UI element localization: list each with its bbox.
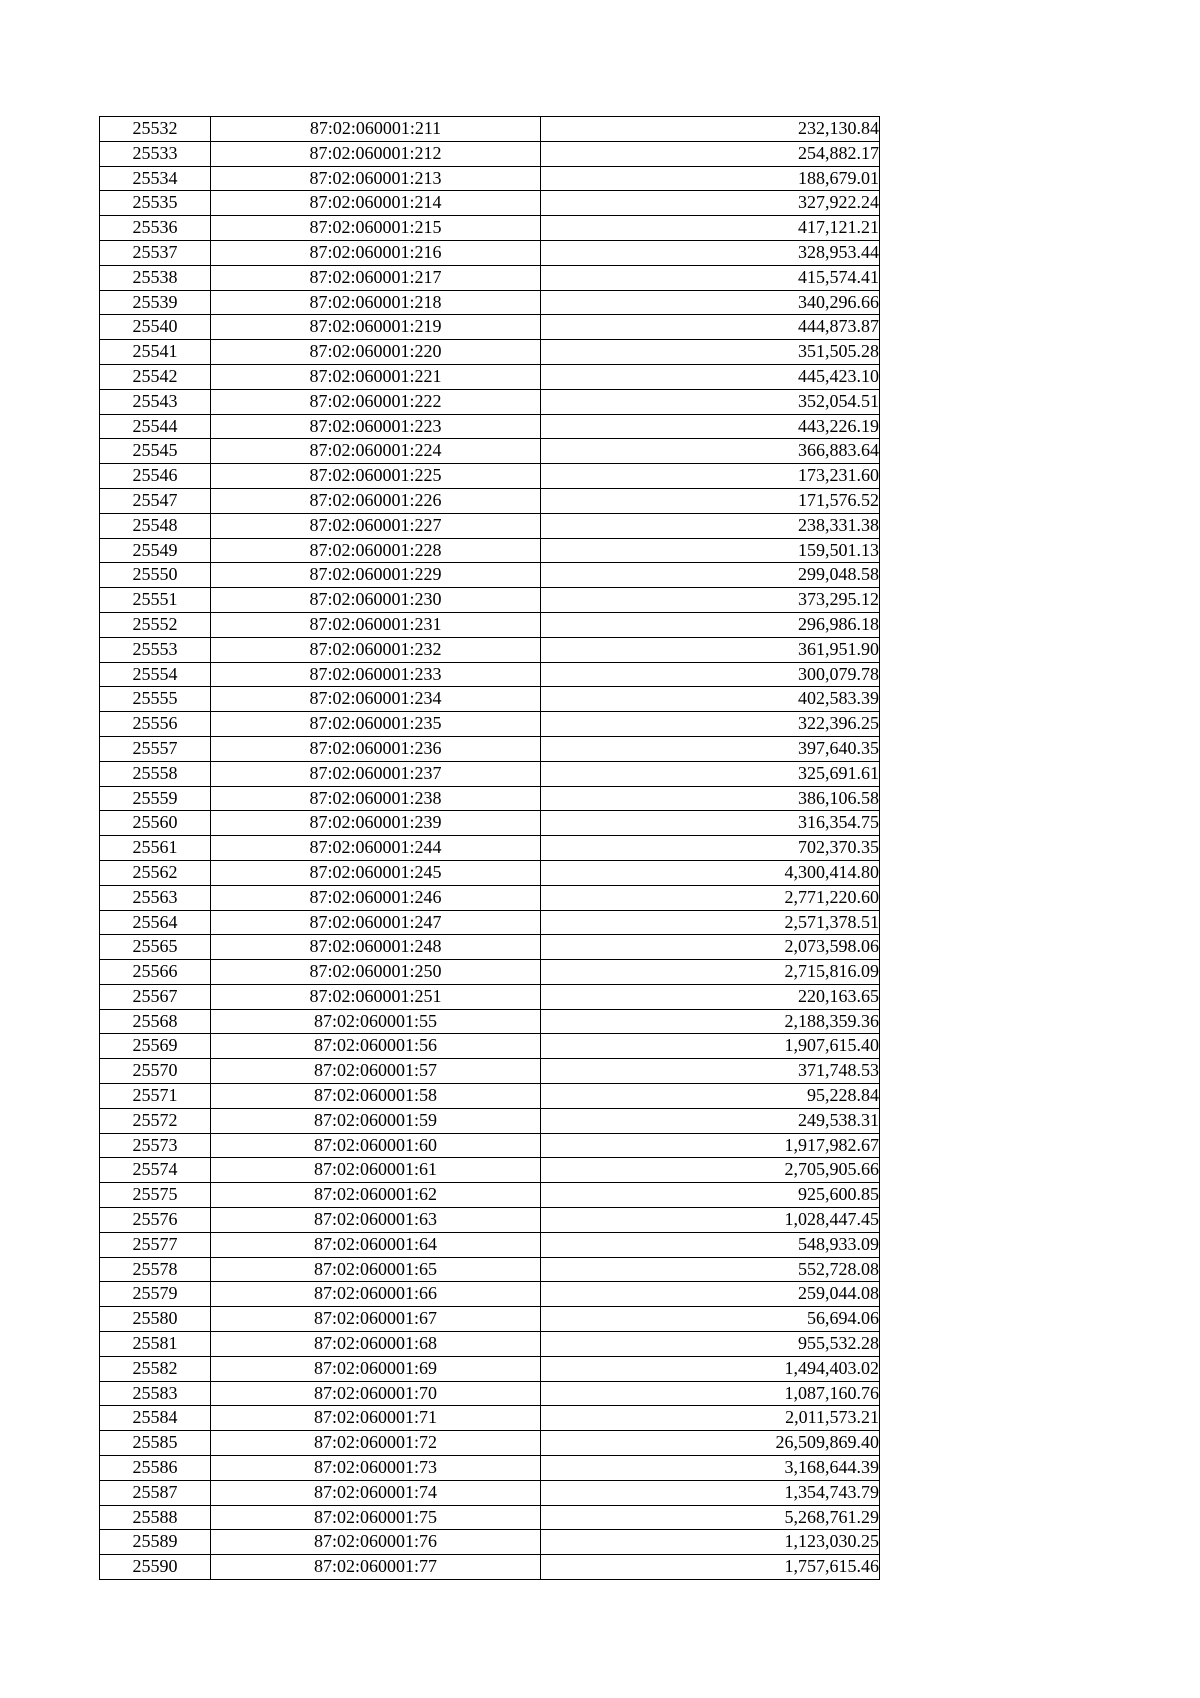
table-row [100,1059,880,1084]
cadastral-number-cell: 87:02:060001:227 [211,513,541,538]
table-row [100,1555,880,1580]
table-row [100,1282,880,1307]
table-row [100,1356,880,1381]
cadastral-number-cell: 87:02:060001:58 [211,1084,541,1109]
row-number-cell: 25555 [100,687,211,712]
table-row [100,216,880,241]
table-row [100,513,880,538]
cadastral-number-cell: 87:02:060001:245 [211,860,541,885]
table-row [100,290,880,315]
table-row [100,637,880,662]
table-row [100,1158,880,1183]
value-cell: 373,295.12 [541,588,880,613]
cadastral-number-cell: 87:02:060001:225 [211,464,541,489]
cadastral-number-cell: 87:02:060001:57 [211,1059,541,1084]
cadastral-number-cell: 87:02:060001:74 [211,1480,541,1505]
table-row [100,786,880,811]
cadastral-number-cell: 87:02:060001:72 [211,1431,541,1456]
table-row [100,191,880,216]
cadastral-number-cell: 87:02:060001:214 [211,191,541,216]
row-number-cell: 25541 [100,340,211,365]
cadastral-number-cell: 87:02:060001:238 [211,786,541,811]
row-number-cell: 25564 [100,910,211,935]
value-cell: 445,423.10 [541,364,880,389]
row-number-cell: 25573 [100,1133,211,1158]
value-cell: 702,370.35 [541,836,880,861]
value-cell: 173,231.60 [541,464,880,489]
value-cell: 249,538.31 [541,1108,880,1133]
row-number-cell: 25584 [100,1406,211,1431]
row-number-cell: 25580 [100,1307,211,1332]
cadastral-number-cell: 87:02:060001:65 [211,1257,541,1282]
cadastral-number-cell: 87:02:060001:55 [211,1009,541,1034]
value-cell: 552,728.08 [541,1257,880,1282]
value-cell: 238,331.38 [541,513,880,538]
row-number-cell: 25551 [100,588,211,613]
row-number-cell: 25539 [100,290,211,315]
cadastral-number-cell: 87:02:060001:237 [211,761,541,786]
table-row [100,1406,880,1431]
value-cell: 300,079.78 [541,662,880,687]
table-row [100,464,880,489]
value-cell: 220,163.65 [541,984,880,1009]
row-number-cell: 25554 [100,662,211,687]
value-cell: 1,757,615.46 [541,1555,880,1580]
cadastral-number-cell: 87:02:060001:67 [211,1307,541,1332]
value-cell: 2,571,378.51 [541,910,880,935]
value-cell: 254,882.17 [541,141,880,166]
cadastral-number-cell: 87:02:060001:222 [211,389,541,414]
cadastral-number-cell: 87:02:060001:244 [211,836,541,861]
table-row [100,687,880,712]
row-number-cell: 25568 [100,1009,211,1034]
value-cell: 26,509,869.40 [541,1431,880,1456]
table-row [100,1183,880,1208]
table-row [100,588,880,613]
cadastral-number-cell: 87:02:060001:224 [211,439,541,464]
row-number-cell: 25559 [100,786,211,811]
value-cell: 56,694.06 [541,1307,880,1332]
value-cell: 1,907,615.40 [541,1034,880,1059]
value-cell: 1,494,403.02 [541,1356,880,1381]
table-row [100,1084,880,1109]
row-number-cell: 25575 [100,1183,211,1208]
table-row [100,885,880,910]
cadastral-number-cell: 87:02:060001:69 [211,1356,541,1381]
row-number-cell: 25550 [100,563,211,588]
row-number-cell: 25542 [100,364,211,389]
table-body [100,117,880,1580]
value-cell: 361,951.90 [541,637,880,662]
table-row [100,166,880,191]
cadastral-number-cell: 87:02:060001:221 [211,364,541,389]
row-number-cell: 25538 [100,265,211,290]
table-row [100,1307,880,1332]
value-cell: 296,986.18 [541,612,880,637]
value-cell: 402,583.39 [541,687,880,712]
table-row [100,364,880,389]
cadastral-number-cell: 87:02:060001:251 [211,984,541,1009]
table-row [100,860,880,885]
table-row [100,439,880,464]
value-cell: 188,679.01 [541,166,880,191]
table-row [100,141,880,166]
table-row [100,1009,880,1034]
value-cell: 1,087,160.76 [541,1381,880,1406]
row-number-cell: 25547 [100,488,211,513]
cadastral-number-cell: 87:02:060001:59 [211,1108,541,1133]
row-number-cell: 25552 [100,612,211,637]
row-number-cell: 25565 [100,935,211,960]
value-cell: 327,922.24 [541,191,880,216]
table-row [100,1034,880,1059]
row-number-cell: 25579 [100,1282,211,1307]
value-cell: 325,691.61 [541,761,880,786]
row-number-cell: 25532 [100,117,211,142]
cadastral-number-cell: 87:02:060001:250 [211,960,541,985]
cadastral-number-cell: 87:02:060001:211 [211,117,541,142]
row-number-cell: 25562 [100,860,211,885]
value-cell: 171,576.52 [541,488,880,513]
table-row [100,811,880,836]
value-cell: 3,168,644.39 [541,1456,880,1481]
cadastral-number-cell: 87:02:060001:246 [211,885,541,910]
table-row [100,1530,880,1555]
value-cell: 299,048.58 [541,563,880,588]
table-row [100,563,880,588]
cadastral-number-cell: 87:02:060001:217 [211,265,541,290]
cadastral-number-cell: 87:02:060001:60 [211,1133,541,1158]
value-cell: 5,268,761.29 [541,1505,880,1530]
row-number-cell: 25548 [100,513,211,538]
cadastral-number-cell: 87:02:060001:247 [211,910,541,935]
value-cell: 95,228.84 [541,1084,880,1109]
cadastral-number-cell: 87:02:060001:62 [211,1183,541,1208]
row-number-cell: 25544 [100,414,211,439]
row-number-cell: 25574 [100,1158,211,1183]
value-cell: 417,121.21 [541,216,880,241]
cadastral-number-cell: 87:02:060001:239 [211,811,541,836]
table-row [100,1480,880,1505]
value-cell: 1,354,743.79 [541,1480,880,1505]
row-number-cell: 25543 [100,389,211,414]
cadastral-number-cell: 87:02:060001:233 [211,662,541,687]
row-number-cell: 25569 [100,1034,211,1059]
table-row [100,117,880,142]
table-row [100,538,880,563]
table-row [100,1381,880,1406]
cadastral-number-cell: 87:02:060001:230 [211,588,541,613]
value-cell: 397,640.35 [541,736,880,761]
cadastral-number-cell: 87:02:060001:212 [211,141,541,166]
value-cell: 322,396.25 [541,712,880,737]
table-row [100,265,880,290]
table-row [100,712,880,737]
row-number-cell: 25560 [100,811,211,836]
table-row [100,612,880,637]
cadastral-number-cell: 87:02:060001:75 [211,1505,541,1530]
cadastral-number-cell: 87:02:060001:248 [211,935,541,960]
table-row [100,1133,880,1158]
value-cell: 328,953.44 [541,240,880,265]
table-row [100,389,880,414]
table-row [100,910,880,935]
value-cell: 4,300,414.80 [541,860,880,885]
value-cell: 259,044.08 [541,1282,880,1307]
row-number-cell: 25549 [100,538,211,563]
row-number-cell: 25581 [100,1332,211,1357]
row-number-cell: 25589 [100,1530,211,1555]
cadastral-number-cell: 87:02:060001:219 [211,315,541,340]
cadastral-number-cell: 87:02:060001:73 [211,1456,541,1481]
value-cell: 2,715,816.09 [541,960,880,985]
row-number-cell: 25566 [100,960,211,985]
value-cell: 159,501.13 [541,538,880,563]
table-row [100,1456,880,1481]
row-number-cell: 25540 [100,315,211,340]
table-row [100,315,880,340]
row-number-cell: 25590 [100,1555,211,1580]
cadastral-number-cell: 87:02:060001:70 [211,1381,541,1406]
row-number-cell: 25563 [100,885,211,910]
row-number-cell: 25588 [100,1505,211,1530]
cadastral-number-cell: 87:02:060001:234 [211,687,541,712]
cadastral-number-cell: 87:02:060001:223 [211,414,541,439]
row-number-cell: 25537 [100,240,211,265]
value-cell: 444,873.87 [541,315,880,340]
value-cell: 955,532.28 [541,1332,880,1357]
row-number-cell: 25533 [100,141,211,166]
row-number-cell: 25556 [100,712,211,737]
table-row [100,240,880,265]
value-cell: 443,226.19 [541,414,880,439]
cadastral-number-cell: 87:02:060001:66 [211,1282,541,1307]
value-cell: 316,354.75 [541,811,880,836]
row-number-cell: 25586 [100,1456,211,1481]
value-cell: 351,505.28 [541,340,880,365]
table-row [100,1505,880,1530]
value-cell: 2,011,573.21 [541,1406,880,1431]
table-row [100,1232,880,1257]
row-number-cell: 25578 [100,1257,211,1282]
cadastral-number-cell: 87:02:060001:231 [211,612,541,637]
cadastral-number-cell: 87:02:060001:226 [211,488,541,513]
value-cell: 1,028,447.45 [541,1208,880,1233]
table-row [100,414,880,439]
value-cell: 2,705,905.66 [541,1158,880,1183]
cadastral-number-cell: 87:02:060001:236 [211,736,541,761]
cadastral-number-cell: 87:02:060001:216 [211,240,541,265]
value-cell: 232,130.84 [541,117,880,142]
table-row [100,662,880,687]
cadastral-number-cell: 87:02:060001:213 [211,166,541,191]
row-number-cell: 25577 [100,1232,211,1257]
table-row [100,736,880,761]
table-row [100,340,880,365]
value-cell: 2,771,220.60 [541,885,880,910]
cadastral-number-cell: 87:02:060001:71 [211,1406,541,1431]
table-row [100,935,880,960]
row-number-cell: 25585 [100,1431,211,1456]
cadastral-number-cell: 87:02:060001:220 [211,340,541,365]
row-number-cell: 25572 [100,1108,211,1133]
value-cell: 2,073,598.06 [541,935,880,960]
table-row [100,1431,880,1456]
cadastral-number-cell: 87:02:060001:64 [211,1232,541,1257]
row-number-cell: 25536 [100,216,211,241]
row-number-cell: 25546 [100,464,211,489]
value-cell: 415,574.41 [541,265,880,290]
row-number-cell: 25545 [100,439,211,464]
table-row [100,1257,880,1282]
row-number-cell: 25553 [100,637,211,662]
cadastral-number-cell: 87:02:060001:76 [211,1530,541,1555]
cadastral-number-cell: 87:02:060001:77 [211,1555,541,1580]
cadastral-value-table [99,116,880,1580]
row-number-cell: 25535 [100,191,211,216]
value-cell: 925,600.85 [541,1183,880,1208]
value-cell: 548,933.09 [541,1232,880,1257]
row-number-cell: 25570 [100,1059,211,1084]
row-number-cell: 25558 [100,761,211,786]
value-cell: 340,296.66 [541,290,880,315]
row-number-cell: 25561 [100,836,211,861]
value-cell: 366,883.64 [541,439,880,464]
cadastral-number-cell: 87:02:060001:61 [211,1158,541,1183]
row-number-cell: 25582 [100,1356,211,1381]
table-row [100,1332,880,1357]
table-row [100,1208,880,1233]
cadastral-number-cell: 87:02:060001:232 [211,637,541,662]
table-row [100,960,880,985]
row-number-cell: 25571 [100,1084,211,1109]
table-row [100,1108,880,1133]
cadastral-number-cell: 87:02:060001:235 [211,712,541,737]
cadastral-number-cell: 87:02:060001:56 [211,1034,541,1059]
row-number-cell: 25567 [100,984,211,1009]
row-number-cell: 25583 [100,1381,211,1406]
table-row [100,984,880,1009]
table-row [100,836,880,861]
cadastral-number-cell: 87:02:060001:218 [211,290,541,315]
row-number-cell: 25534 [100,166,211,191]
value-cell: 371,748.53 [541,1059,880,1084]
value-cell: 386,106.58 [541,786,880,811]
row-number-cell: 25576 [100,1208,211,1233]
cadastral-number-cell: 87:02:060001:228 [211,538,541,563]
value-cell: 352,054.51 [541,389,880,414]
value-cell: 2,188,359.36 [541,1009,880,1034]
row-number-cell: 25557 [100,736,211,761]
value-cell: 1,123,030.25 [541,1530,880,1555]
table-row [100,488,880,513]
cadastral-number-cell: 87:02:060001:68 [211,1332,541,1357]
row-number-cell: 25587 [100,1480,211,1505]
cadastral-number-cell: 87:02:060001:63 [211,1208,541,1233]
value-cell: 1,917,982.67 [541,1133,880,1158]
cadastral-number-cell: 87:02:060001:229 [211,563,541,588]
table-row [100,761,880,786]
cadastral-number-cell: 87:02:060001:215 [211,216,541,241]
